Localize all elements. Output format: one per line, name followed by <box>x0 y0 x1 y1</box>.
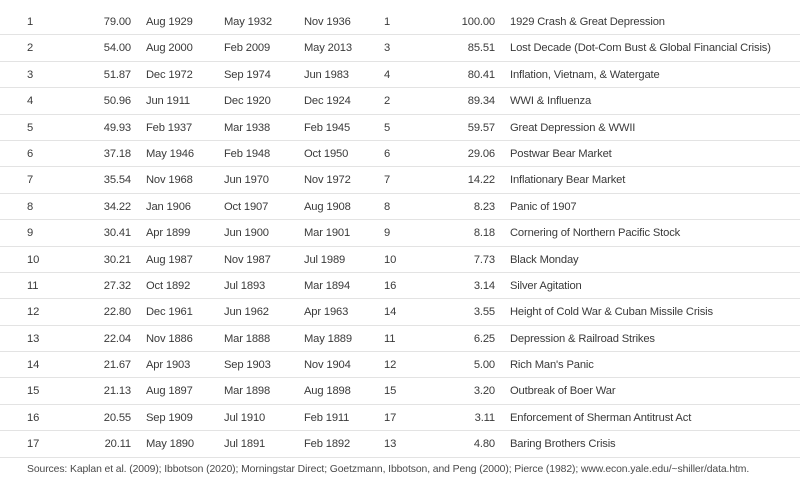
event-name-cell: Silver Agitation <box>510 279 582 292</box>
trough-date-cell: Oct 1907 <box>224 200 269 213</box>
peak-date-cell: Apr 1899 <box>146 227 191 240</box>
table-row <box>0 378 800 404</box>
decline-percent-cell: 79.00 <box>103 16 131 28</box>
secondary-rank-cell: 6 <box>384 147 391 160</box>
rank-cell: 2 <box>27 42 34 55</box>
peak-date-cell: Jan 1906 <box>146 200 191 213</box>
secondary-rank-cell: 12 <box>384 359 397 372</box>
secondary-value-cell: 5.00 <box>473 359 495 372</box>
event-name-cell: Postwar Bear Market <box>510 147 612 160</box>
event-name-cell: Black Monday <box>510 253 579 266</box>
rank-cell: 17 <box>27 438 40 451</box>
trough-date-cell: Mar 1938 <box>224 121 271 134</box>
recovery-date-cell: Nov 1936 <box>304 16 351 28</box>
decline-percent-cell: 27.32 <box>103 279 131 292</box>
trough-date-cell: Nov 1987 <box>224 253 271 266</box>
trough-date-cell: Mar 1898 <box>224 385 271 398</box>
recovery-date-cell: Aug 1908 <box>304 200 351 213</box>
secondary-rank-cell: 17 <box>384 411 397 424</box>
table-row <box>0 194 800 220</box>
secondary-value-cell: 59.57 <box>467 121 495 134</box>
peak-date-cell: Aug 2000 <box>146 42 193 55</box>
event-name-cell: Rich Man's Panic <box>510 359 594 372</box>
trough-date-cell: Sep 1903 <box>224 359 271 372</box>
rank-cell: 3 <box>27 68 34 81</box>
rank-cell: 7 <box>27 174 34 187</box>
table-row <box>0 352 800 378</box>
decline-percent-cell: 34.22 <box>103 200 131 213</box>
peak-date-cell: Oct 1892 <box>146 279 191 292</box>
table-row <box>0 220 800 246</box>
recovery-date-cell: May 1889 <box>304 332 352 345</box>
table-row <box>0 9 800 35</box>
decline-percent-cell: 30.21 <box>103 253 131 266</box>
rank-cell: 13 <box>27 332 40 345</box>
recovery-date-cell: May 2013 <box>304 42 352 55</box>
trough-date-cell: Mar 1888 <box>224 332 271 345</box>
table-row <box>0 35 800 61</box>
decline-percent-cell: 50.96 <box>103 95 131 108</box>
peak-date-cell: Aug 1987 <box>146 253 193 266</box>
peak-date-cell: Feb 1937 <box>146 121 193 134</box>
event-name-cell: WWI & Influenza <box>510 95 592 108</box>
event-name-cell: Depression & Railroad Strikes <box>510 332 655 345</box>
secondary-rank-cell: 1 <box>384 16 391 28</box>
rank-cell: 9 <box>27 227 34 240</box>
secondary-rank-cell: 7 <box>384 174 391 187</box>
secondary-value-cell: 7.73 <box>473 253 495 266</box>
recovery-date-cell: Mar 1901 <box>304 227 351 240</box>
table-row <box>0 299 800 325</box>
secondary-value-cell: 80.41 <box>467 68 495 81</box>
decline-percent-cell: 54.00 <box>103 42 131 55</box>
decline-percent-cell: 35.54 <box>103 174 131 187</box>
peak-date-cell: Dec 1972 <box>146 68 193 81</box>
trough-date-cell: Sep 1974 <box>224 68 271 81</box>
peak-date-cell: Nov 1968 <box>146 174 193 187</box>
secondary-value-cell: 3.11 <box>474 411 495 424</box>
peak-date-cell: Sep 1909 <box>146 411 193 424</box>
secondary-value-cell: 100.00 <box>461 16 495 28</box>
event-name-cell: Outbreak of Boer War <box>510 385 616 398</box>
recovery-date-cell: Feb 1945 <box>304 121 351 134</box>
trough-date-cell: Feb 2009 <box>224 42 271 55</box>
table-row <box>0 326 800 352</box>
table-row <box>0 115 800 141</box>
trough-date-cell: Feb 1948 <box>224 147 271 160</box>
secondary-value-cell: 8.23 <box>473 200 495 213</box>
event-name-cell: Cornering of Northern Pacific Stock <box>510 227 681 240</box>
decline-percent-cell: 49.93 <box>103 121 131 134</box>
rank-cell: 8 <box>27 200 34 213</box>
peak-date-cell: Apr 1903 <box>146 359 191 372</box>
secondary-rank-cell: 13 <box>384 438 397 451</box>
peak-date-cell: Aug 1929 <box>146 16 193 28</box>
recovery-date-cell: Jun 1983 <box>304 68 349 81</box>
table-row <box>0 247 800 273</box>
decline-percent-cell: 21.67 <box>103 359 131 372</box>
rank-cell: 4 <box>27 95 34 108</box>
table-row <box>0 141 800 167</box>
event-name-cell: Great Depression & WWII <box>510 121 636 134</box>
rank-cell: 16 <box>27 411 40 424</box>
event-name-cell: 1929 Crash & Great Depression <box>510 16 665 28</box>
event-name-cell: Inflation, Vietnam, & Watergate <box>510 68 660 81</box>
rank-cell: 5 <box>27 121 34 134</box>
peak-date-cell: Nov 1886 <box>146 332 193 345</box>
rank-cell: 10 <box>27 253 40 266</box>
recovery-date-cell: Mar 1894 <box>304 279 351 292</box>
table-row <box>0 62 800 88</box>
table-row <box>0 273 800 299</box>
decline-percent-cell: 20.55 <box>103 411 131 424</box>
rank-cell: 1 <box>27 16 34 28</box>
secondary-rank-cell: 4 <box>384 68 391 81</box>
decline-percent-cell: 20.11 <box>104 438 131 451</box>
peak-date-cell: Aug 1897 <box>146 385 193 398</box>
trough-date-cell: Dec 1920 <box>224 95 271 108</box>
rank-cell: 11 <box>27 279 39 292</box>
rank-cell: 12 <box>27 306 40 319</box>
recovery-date-cell: Nov 1904 <box>304 359 351 372</box>
secondary-rank-cell: 5 <box>384 121 391 134</box>
table-row <box>0 167 800 193</box>
secondary-value-cell: 3.20 <box>473 385 495 398</box>
peak-date-cell: May 1890 <box>146 438 194 451</box>
secondary-rank-cell: 16 <box>384 279 397 292</box>
recovery-date-cell: Aug 1898 <box>304 385 351 398</box>
trough-date-cell: Jun 1900 <box>224 227 269 240</box>
peak-date-cell: Dec 1961 <box>146 306 193 319</box>
trough-date-cell: Jun 1970 <box>224 174 269 187</box>
secondary-value-cell: 3.14 <box>473 279 495 292</box>
table-row <box>0 405 800 431</box>
event-name-cell: Panic of 1907 <box>510 200 577 213</box>
secondary-rank-cell: 10 <box>384 253 397 266</box>
secondary-rank-cell: 3 <box>384 42 391 55</box>
secondary-rank-cell: 14 <box>384 306 397 319</box>
event-name-cell: Inflationary Bear Market <box>510 174 626 187</box>
decline-percent-cell: 22.04 <box>103 332 131 345</box>
recovery-date-cell: Feb 1892 <box>304 438 351 451</box>
trough-date-cell: Jul 1891 <box>224 438 266 451</box>
secondary-rank-cell: 8 <box>384 200 391 213</box>
secondary-rank-cell: 11 <box>384 332 396 345</box>
event-name-cell: Baring Brothers Crisis <box>510 438 616 451</box>
trough-date-cell: May 1932 <box>224 16 272 28</box>
drawdown-table <box>0 9 800 458</box>
secondary-value-cell: 3.55 <box>473 306 495 319</box>
trough-date-cell: Jul 1893 <box>224 279 266 292</box>
secondary-value-cell: 89.34 <box>467 95 495 108</box>
secondary-value-cell: 14.22 <box>467 174 495 187</box>
secondary-rank-cell: 2 <box>384 95 391 108</box>
recovery-date-cell: Nov 1972 <box>304 174 351 187</box>
secondary-value-cell: 85.51 <box>467 42 495 55</box>
decline-percent-cell: 30.41 <box>103 227 131 240</box>
trough-date-cell: Jun 1962 <box>224 306 269 319</box>
rank-cell: 14 <box>27 359 40 372</box>
secondary-value-cell: 6.25 <box>473 332 495 345</box>
secondary-rank-cell: 15 <box>384 385 397 398</box>
trough-date-cell: Jul 1910 <box>224 411 266 424</box>
recovery-date-cell: Jul 1989 <box>304 253 346 266</box>
table-row <box>0 88 800 114</box>
sources-note: Sources: Kaplan et al. (2009); Ibbotson (2020); Morningstar Direct; Goetzmann, Ibbotson, and Peng (2000); Pierce (1982); www.econ.yale.edu/~shiller/data.htm. <box>27 464 750 475</box>
decline-percent-cell: 21.13 <box>103 385 131 398</box>
event-name-cell: Enforcement of Sherman Antitrust Act <box>510 411 692 424</box>
rank-cell: 15 <box>27 385 40 398</box>
recovery-date-cell: Apr 1963 <box>304 306 349 319</box>
decline-percent-cell: 37.18 <box>103 147 131 160</box>
recovery-date-cell: Feb 1911 <box>304 411 350 424</box>
decline-percent-cell: 22.80 <box>103 306 131 319</box>
event-name-cell: Height of Cold War & Cuban Missile Crisis <box>510 306 713 319</box>
peak-date-cell: May 1946 <box>146 147 194 160</box>
secondary-value-cell: 4.80 <box>473 438 495 451</box>
recovery-date-cell: Oct 1950 <box>304 147 349 160</box>
peak-date-cell: Jun 1911 <box>146 95 191 108</box>
table-row <box>0 431 800 457</box>
secondary-rank-cell: 9 <box>384 227 391 240</box>
recovery-date-cell: Dec 1924 <box>304 95 351 108</box>
secondary-value-cell: 29.06 <box>467 147 495 160</box>
secondary-value-cell: 8.18 <box>473 227 495 240</box>
rank-cell: 6 <box>27 147 34 160</box>
decline-percent-cell: 51.87 <box>103 68 131 81</box>
event-name-cell: Lost Decade (Dot-Com Bust & Global Financial Crisis) <box>510 42 771 55</box>
